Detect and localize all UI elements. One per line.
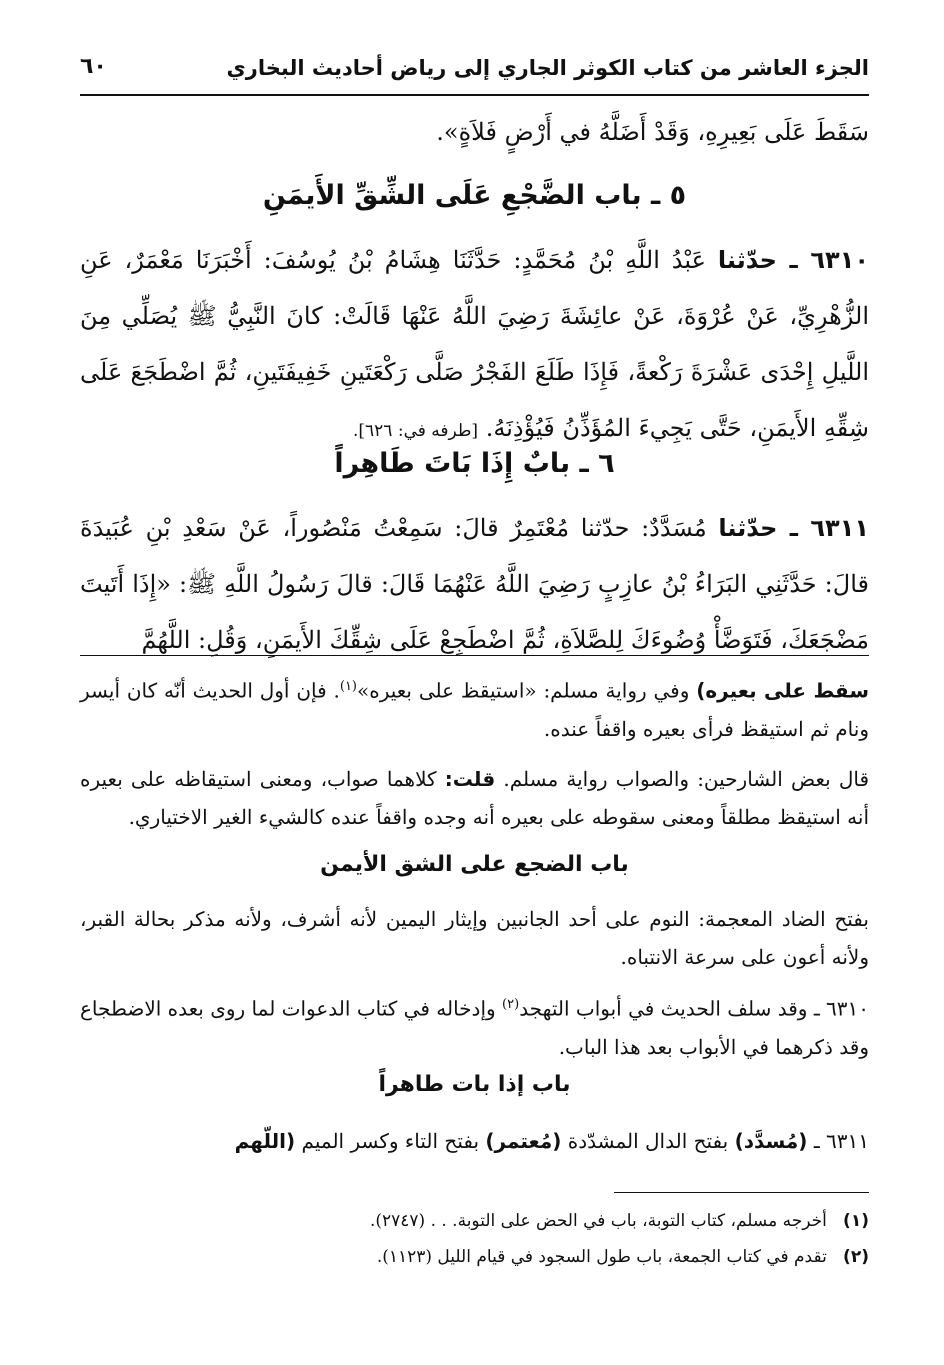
hadith-number: ٦٣١١ ـ حدّثنا bbox=[718, 514, 869, 542]
commentary-para-3: بفتح الضاد المعجمة: النوم على أحد الجانبين وإيثار اليمين لأنه أشرف، ولأنه مذكر بحالة القبر، ولأنه أعون على سرعة الانتباه. bbox=[80, 907, 869, 969]
lemma: (مُسدَّد) bbox=[734, 1129, 808, 1153]
commentary-text: بفتح التاء وكسر الميم bbox=[301, 1129, 480, 1153]
commentary-separator bbox=[80, 655, 869, 656]
footnote-text: أخرجه مسلم، كتاب التوبة، باب في الحض على التوبة. . . (٢٧٤٧). bbox=[369, 1211, 827, 1231]
chapter-heading-5: ٥ ـ باب الضَّجْعِ عَلَى الشِّقِّ الأَيمَنِ bbox=[262, 180, 687, 211]
hadith-6311 bbox=[80, 500, 869, 668]
footnote-number: (١) bbox=[843, 1211, 869, 1231]
footnote-ref: (١) bbox=[339, 679, 357, 694]
chapter-heading-6: ٦ ـ بابٌ إِذَا بَاتَ طَاهِراً bbox=[334, 448, 615, 479]
commentary-text: وفي رواية مسلم: «استيقظ على بعيره» bbox=[357, 678, 690, 703]
qultu-label: قلت: bbox=[444, 767, 496, 791]
lemma: (مُعتمر) bbox=[485, 1129, 562, 1153]
footnote-1 bbox=[80, 1204, 869, 1238]
header-rule bbox=[80, 94, 869, 96]
commentary-para-5 bbox=[80, 1122, 869, 1160]
commentary-text: قال بعض الشارحين: والصواب رواية مسلم. bbox=[503, 767, 870, 791]
footnote-text: تقدم في كتاب الجمعة، باب طول السجود في قيام الليل (١١٢٣). bbox=[376, 1247, 827, 1267]
running-header bbox=[80, 50, 869, 92]
commentary-para-1 bbox=[80, 668, 869, 748]
hadith-continuation: سَقَطَ عَلَى بَعِيرِهِ، وَقَدْ أَضَلَّهُ في أَرْضٍ فَلاَةٍ». bbox=[436, 118, 869, 146]
footnote-rule bbox=[614, 1192, 869, 1193]
footnote-2 bbox=[80, 1240, 869, 1274]
commentary-text: . فإن أول الحديث أنّه كان أيسر ونام ثم استيقظ فرأى بعيره واقفاً عنده. bbox=[80, 678, 869, 741]
commentary-text: ٦٣١١ ـ bbox=[813, 1129, 869, 1153]
commentary-text: كلاهما صواب، ومعنى استيقاظه على بعيره أنه استيقظ مطلقاً ومعنى سقوطه على بعيره أنه وجده واقفاً عنده كالشيء الغير الاختياري. bbox=[80, 767, 869, 829]
footnote-ref: (٢) bbox=[502, 997, 520, 1012]
commentary-para-4 bbox=[80, 986, 869, 1066]
cross-reference: [طرفه في: ٦٢٦]. bbox=[353, 421, 479, 441]
header-title: الجزء العاشر من كتاب الكوثر الجاري إلى رياض أحاديث البخاري bbox=[226, 56, 869, 80]
commentary-heading-b: باب إذا بات طاهراً bbox=[378, 1072, 571, 1097]
page-number: ٦٠ bbox=[80, 54, 107, 79]
lemma: (اللّهم bbox=[234, 1129, 296, 1153]
commentary-para-2 bbox=[80, 760, 869, 836]
hadith-text: مُسَدَّدٌ: حدّثنا مُعْتَمِرٌ قالَ: سَمِعْتُ مَنْصُوراً، عَنْ سَعْدِ بْنِ عُبَيدَةَ قالَ: حَدَّثَنِي البَرَاءُ بْنُ عازِبٍ رَضِيَ اللَّهُ عَنْهُمَا قَالَ: قالَ رَسُولُ اللَّهِ ﷺ: «إِذَا أَتَيتَ مَضْجَعَكَ، فَتَوَضَّأْ وُضُوءَكَ لِلصَّلاَةِ، ثُمَّ اضْطَجِعْ عَلَى شِقِّكَ الأَيمَنِ، وَقُلِ: اللَّهُمَّ bbox=[80, 514, 869, 654]
footnote-number: (٢) bbox=[843, 1247, 869, 1267]
hadith-number: ٦٣١٠ ـ حدّثنا bbox=[717, 246, 869, 274]
lemma: سقط على بعيره) bbox=[696, 678, 869, 703]
commentary-heading-a: باب الضجع على الشق الأيمن bbox=[320, 852, 629, 877]
commentary-text: بفتح الدال المشدّدة bbox=[567, 1129, 729, 1153]
commentary-text: ٦٣١٠ ـ وقد سلف الحديث في أبواب التهجد bbox=[519, 996, 870, 1021]
hadith-text: عَبْدُ اللَّهِ بْنُ مُحَمَّدٍ: حَدَّثَنَا هِشَامُ بْنُ يُوسُفَ: أَخْبَرَنَا مَعْمَرٌ، عَنِ الزُّهْرِيِّ، عَنْ عُرْوَةَ، عَنْ عائِشَةَ رَضِيَ اللَّهُ عَنْهَا قَالَتْ: كانَ النَّبِيُّ ﷺ يُصَلِّي مِنَ اللَّيلِ إِحْدَى عَشْرَةَ رَكْعةً، فَإِذَا طَلَعَ الفَجْرُ صَلَّى رَكْعَتَينِ خَفِيفَتَينِ، ثُمَّ اضْطَجَعَ عَلَى شِقِّهِ الأَيمَنِ، حَتَّى يَجِيءَ المُؤَذِّنُ فَيُؤْذِنَهُ. bbox=[80, 246, 869, 442]
hadith-6310 bbox=[80, 232, 869, 459]
commentary-text: وإدخاله في كتاب الدعوات لما روى بعده الاضطجاع وقد ذكرهما في الأبواب بعد هذا الباب. bbox=[80, 996, 869, 1059]
